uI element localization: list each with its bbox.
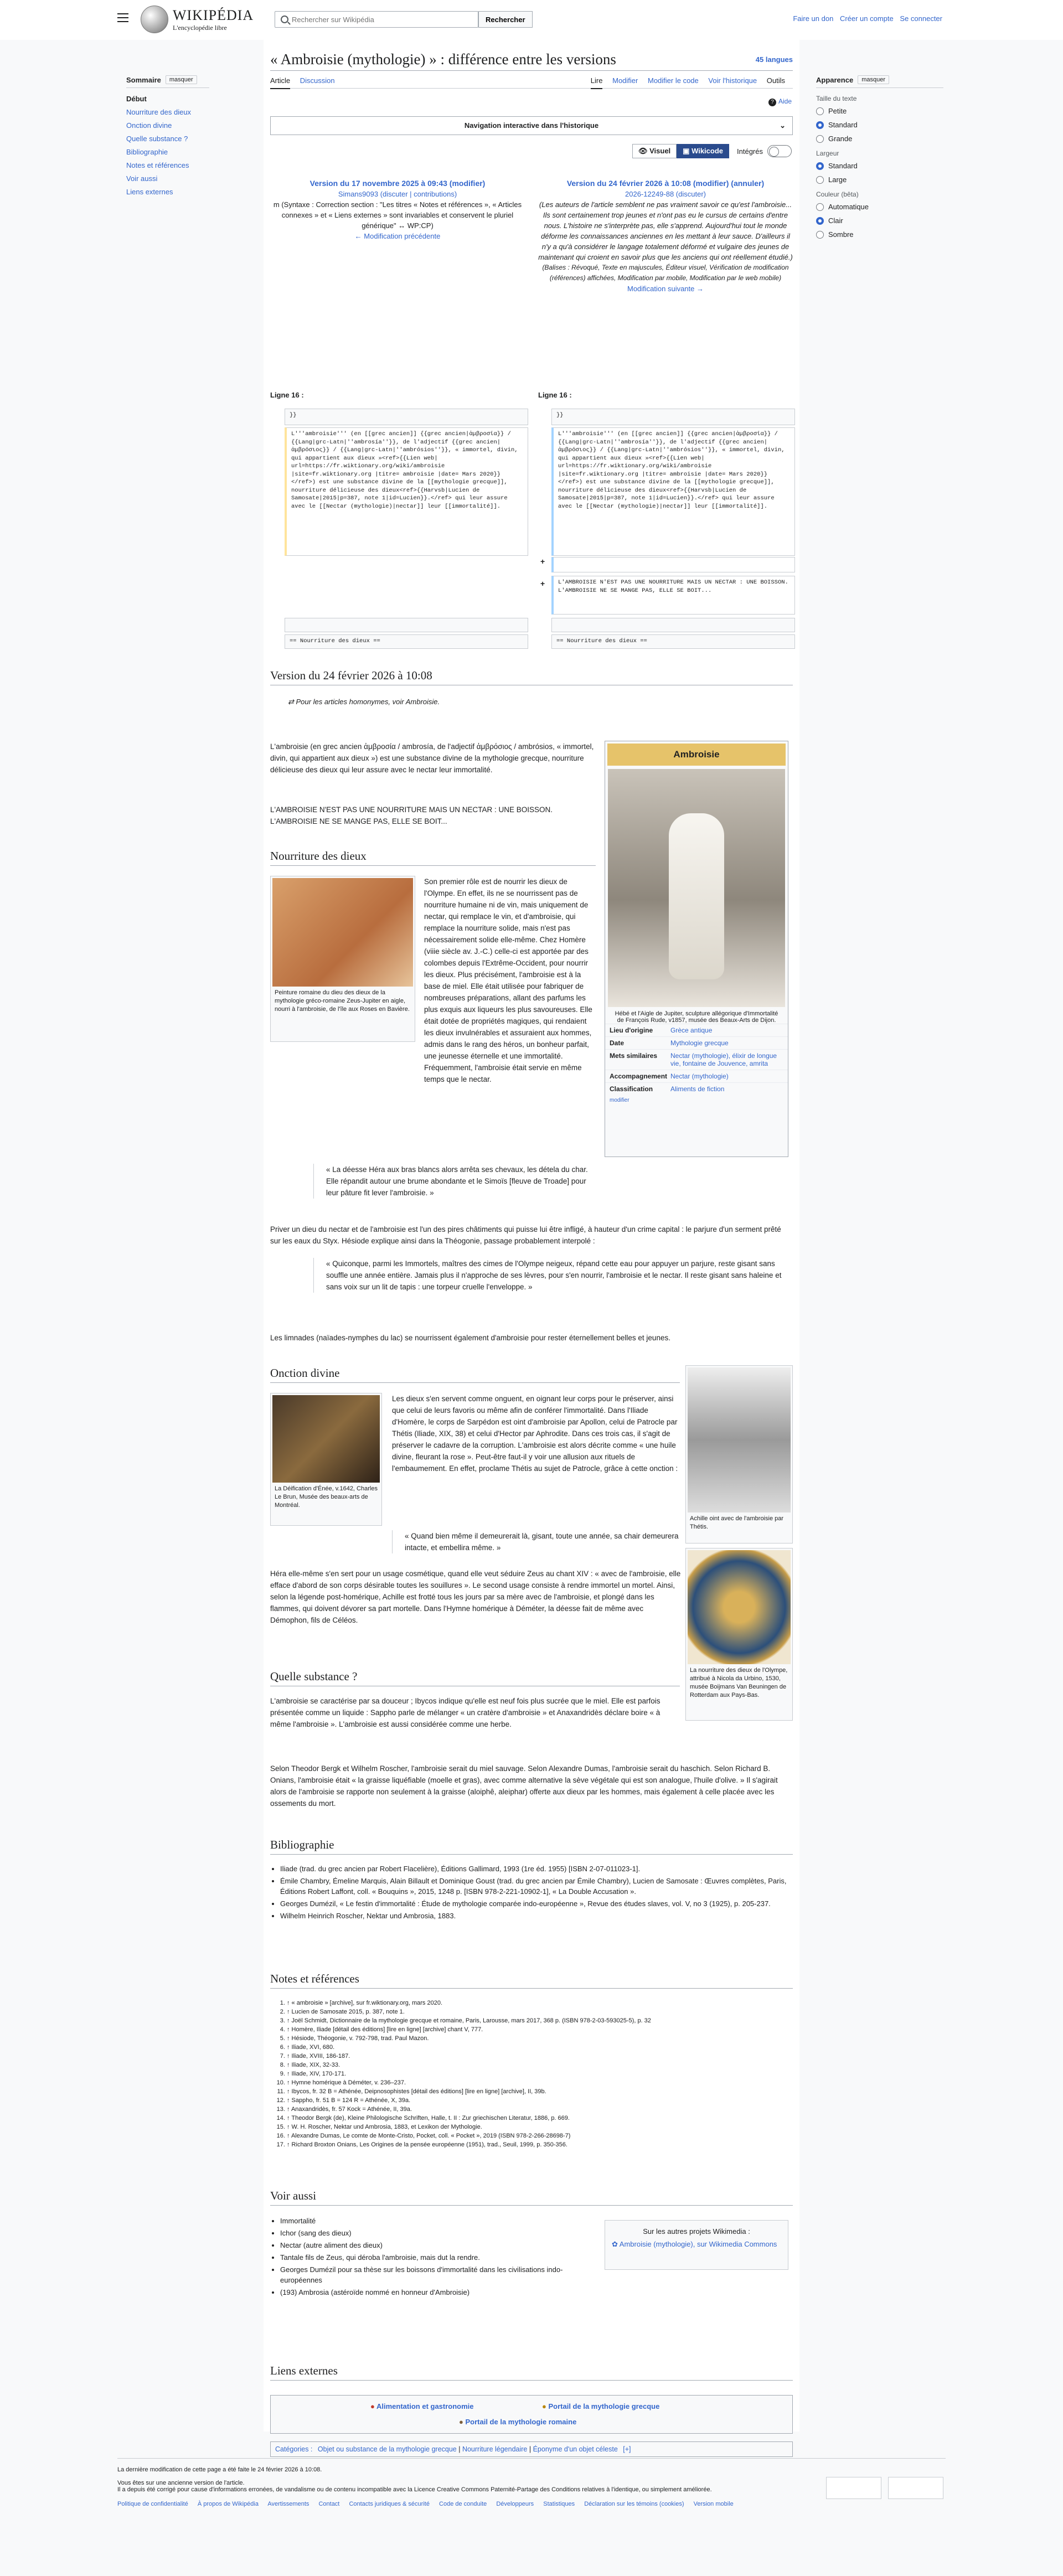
- footer: [117, 2458, 946, 2507]
- logo-title: WIKIPÉDIA: [173, 7, 254, 23]
- category-link[interactable]: Objet ou substance de la mythologie grecque: [317, 2445, 457, 2453]
- toc-hide-button[interactable]: masquer: [166, 75, 197, 84]
- tab-tools[interactable]: Outils: [766, 76, 785, 85]
- list-item[interactable]: • Ichor (sang des dieux): [280, 2228, 597, 2238]
- reference-item: 11. ↑ Ibycos, fr. 32 B = Athénée, Deipnosophistes [détail des éditions] [lire en ligne] [archive], II, 39b.: [287, 2087, 791, 2096]
- appearance-hide-button[interactable]: masquer: [858, 75, 889, 84]
- reference-item: 2. ↑ Lucien de Samosate 2015, p. 387, note 1.: [287, 2007, 791, 2016]
- nourriture-paragraph-3: Les limnades (naïades-nymphes du lac) se nourrissent également d'ambroisie pour rester éternellement belles et jeunes.: [270, 1334, 670, 1342]
- portal-link[interactable]: Alimentation et gastronomie: [376, 2402, 474, 2410]
- infobox-row: Classification Aliments de fiction: [605, 1082, 788, 1095]
- footer-license: Il a depuis été corrigé pour cause d'informations erronées, de vandalisme ou de contenu incompatible avec la Licence Creative Commons Paternité-Partage des Conditions relatives à l'identique, ou simplement améliorée.: [117, 2486, 712, 2493]
- table-of-contents: [126, 75, 209, 201]
- width-label: Largeur: [816, 149, 839, 157]
- food-portal-icon: ●: [370, 2402, 375, 2410]
- roman-portal-icon: ●: [459, 2418, 463, 2426]
- line-label-left: Ligne 16 :: [270, 391, 304, 399]
- infobox-row: Lieu d'origine Grèce antique: [605, 1024, 788, 1036]
- footer-last-modified: La dernière modification de cette page a été faite le 24 février 2026 à 10:08.: [117, 2466, 322, 2473]
- color-label: Couleur (bêta): [816, 190, 859, 198]
- toc-title: Sommaire: [126, 75, 161, 84]
- toc-item[interactable]: Liens externes: [126, 188, 173, 196]
- mythology-portal-icon: ●: [542, 2402, 546, 2410]
- color-option[interactable]: Clair: [816, 216, 943, 225]
- tab-read[interactable]: Lire: [591, 76, 603, 89]
- heading-liens-externes: Liens externes: [270, 2364, 793, 2381]
- infobox-modify-link[interactable]: modifier: [610, 1097, 629, 1103]
- diff-added-text: L'AMBROISIE N'EST PAS UNE NOURRITURE MAIS UN NECTAR : UNE BOISSON. L'AMBROISIE NE SE MANGE PAS, ELLE SE BOIT...: [551, 576, 795, 615]
- footer-link[interactable]: Code de conduite: [439, 2501, 487, 2507]
- inline-label: Intégrés: [737, 147, 763, 156]
- search-button[interactable]: Rechercher: [478, 11, 533, 28]
- infobox-caption: Hébé et l'Aigle de Jupiter, sculpture allégorique d'Immortalité de François Rude, v1857, musée des Beaux-Arts de Dijon.: [615, 1010, 778, 1024]
- color-option[interactable]: Automatique: [816, 203, 943, 211]
- help-icon: ?: [768, 99, 776, 106]
- heading-voir-aussi: Voir aussi: [270, 2189, 793, 2206]
- onction-paragraph-1: Les dieux s'en servent comme onguent, en oignant leur corps pour le préserver, ainsi que celui de leurs favoris ou même afin de conférer l'immortalité. Dans l'Iliade d'Homère, le corps de Sarpédon est oint d'ambroisie par Apollon, celui de Patrocle par Thétis (Iliade, XIX, 38) et celui d'Hector par Aphrodite. Dans ces trois cas, il s'agit de préserver le cadavre de la corruption. L'ambroisie est alors décrite comme « une huile divine, fleurant la rose ». Peut-être faut-il y voir une allusion aux rituels de l'embaumement. En effet, proclame Thétis au sujet de Patrocle, grâce à cette onction :: [392, 1395, 678, 1473]
- footer-links: [117, 2501, 946, 2507]
- user-links: [788, 14, 942, 23]
- infobox: [605, 741, 788, 1157]
- figure-caption: La Déification d'Énée, v.1642, Charles Le Brun, Musée des beaux-arts de Montréal.: [275, 1485, 378, 1509]
- version-heading: Version du 24 février 2026 à 10:08: [270, 669, 793, 685]
- tab-edit[interactable]: Modifier: [612, 76, 638, 85]
- diff-heading-left: == Nourriture des dieux ==: [285, 634, 528, 649]
- reference-item: 10. ↑ Hymne homérique à Déméter, v. 236–237.: [287, 2078, 791, 2087]
- figure-enee: [270, 1393, 382, 1526]
- intro-paragraph: L'ambroisie (en grec ancien ἀμβροσία / ambrosía, de l'adjectif ἀμβρόσιος / ambrósios, « immortel, divin, qui appartient aux dieux ») est une substance divine de la mythologie grecque, nourriture délicieuse des dieux qui leur assure avec le nectar leur immortalité.: [270, 742, 594, 774]
- reference-item: 1. ↑ « ambroisie » [archive], sur fr.wiktionary.org, mars 2020.: [287, 1999, 791, 2007]
- text-size-label: Taille du texte: [816, 95, 857, 102]
- tab-history[interactable]: Voir l'historique: [708, 76, 757, 85]
- list-item[interactable]: • (193) Ambrosia (astéroïde nommé en honneur d'Ambroisie): [280, 2287, 597, 2298]
- category-link[interactable]: Nourriture légendaire: [462, 2445, 528, 2453]
- mediawiki-badge[interactable]: [888, 2477, 943, 2499]
- sister-projects-box: [605, 2220, 788, 2270]
- size-option[interactable]: Standard: [816, 121, 943, 129]
- reference-item: 8. ↑ Iliade, XIX, 32-33.: [287, 2061, 791, 2069]
- category-link[interactable]: Éponyme d'un objet céleste: [533, 2445, 618, 2453]
- diff-right-header: [538, 178, 793, 294]
- commons-icon: ✿: [612, 2240, 620, 2248]
- toc-item[interactable]: Nourriture des dieux: [126, 108, 192, 116]
- zeus-eagle-image[interactable]: [272, 878, 413, 987]
- visual-toggle[interactable]: 👁 Visuel: [632, 144, 677, 158]
- bibliography-list: [270, 1863, 791, 1923]
- diff-added-blank: [551, 557, 795, 572]
- plus-marker: +: [540, 557, 545, 566]
- site-header: [0, 0, 1063, 40]
- footer-old-version: Vous êtes sur une ancienne version de l'article.: [117, 2480, 245, 2486]
- login-link[interactable]: Se connecter: [900, 14, 942, 23]
- commons-link[interactable]: Ambroisie (mythologie), sur Wikimedia Commons: [619, 2240, 777, 2248]
- reference-item: 9. ↑ Iliade, XIV, 170-171.: [287, 2069, 791, 2078]
- achille-image[interactable]: [688, 1367, 791, 1512]
- infobox-row: Date Mythologie grecque: [605, 1036, 788, 1049]
- footer-link[interactable]: À propos de Wikipédia: [197, 2501, 259, 2507]
- tab-edit-source[interactable]: Modifier le code: [647, 76, 699, 85]
- search-box: [275, 11, 478, 28]
- figure-caption: La nourriture des dieux de l'Olympe, attribué à Nicola da Urbino, 1530, musée Boijmans Van Beuningen de Rotterdam aux Pays-Bas.: [690, 1667, 788, 1699]
- plate-image[interactable]: [688, 1550, 791, 1664]
- quote-hesiode: « Quiconque, parmi les Immortels, maîtres des cimes de l'Olympe neigeux, répand cette eau pour appuyer un parjure, reste gisant sans souffle une année entière. Jamais plus il n'approche de ses lèvres, pour s'en nourrir, l'ambroisie et le nectar. Il reste gisant sans haleine et sans voix sur un lit de tapis : une torpeur cruelle l'enveloppe. »: [313, 1258, 793, 1293]
- footer-link[interactable]: Politique de confidentialité: [117, 2501, 188, 2507]
- chevron-down-icon: ⌄: [780, 121, 786, 130]
- list-item[interactable]: • Nectar (autre aliment des dieux): [280, 2240, 597, 2250]
- size-option[interactable]: Grande: [816, 135, 943, 143]
- left-summary: m (Syntaxe : Correction section : "Les titres « Notes et références », « Articles connexes » et « Liens externes » sont invariables et conservent le pluriel générique" ↔ WP:CP): [273, 200, 522, 230]
- reference-item: 16. ↑ Alexandre Dumas, Le comte de Monte-Cristo, Pocket, coll. « Pocket », 2019 (ISBN 978-2-266-28698-7): [287, 2131, 791, 2140]
- list-item: • Georges Dumézil, « Le festin d'immortalité : Étude de mythologie comparée indo-européenne », Revue des études slaves, vol. V, no 3 (1925), p. 205-237.: [280, 1898, 791, 1909]
- heading-biblio: Bibliographie: [270, 1838, 793, 1855]
- footer-link[interactable]: Version mobile: [693, 2501, 734, 2507]
- list-item: • Émile Chambry, Émeline Marquis, Alain Billault et Dominique Goust (trad. du grec ancien par Émile Chambry), Lucien de Samosate : Œuvres complètes, Paris, Éditions Robert Laffont, coll. « Bouquins », 2015, 1248 p. [ISBN 978-2-221-10902-1], « La Double Accusation ».: [280, 1876, 791, 1897]
- wikicode-toggle[interactable]: ▣ Wikicode: [677, 144, 729, 158]
- figure-zeus: [270, 876, 415, 1042]
- line-label-right: Ligne 16 :: [538, 391, 572, 399]
- infobox-row: Mets similaires Nectar (mythologie), élixir de longue vie, fontaine de Jouvence, amrita: [605, 1049, 788, 1070]
- wikipedia-logo[interactable]: [141, 6, 254, 33]
- nourriture-paragraph-1a: Son premier rôle est de nourrir les dieux de l'Olympe. En effet, ils ne se nourrissent pas de nourriture humaine ni de vin, mais uniquement de nectar, qui remplace le vin, et d'ambroisie, qui remplace la nourriture solide, mais n'est pas nécessairement solide elle-même. Chez Homère (viiie siècle av. J.-C.) celle-ci est apportée par des colombes depuis l'Extrême-Occident, pour nourrir les dieux. Plus précisément, l'ambroisie est à la base de miel. Elle était utilisée pour fabriquer de nombreuses préparations, allant des parfums les plus exquis aux liqueurs les plus savoureuses. Elle était dotée de propriétés magiques, qui rendaient les dieux invulnérables et assuraient aux hommes, admis dans le rang des héros, un bonheur parfait, une jeunesse éternelle et une immortalité. Fréquemment, l'ambroisie était servie en même temps que le nectar.: [424, 877, 592, 1083]
- hatnote: ⇄ Pour les articles homonymes, voir Ambroisie.: [288, 698, 440, 706]
- reference-item: 17. ↑ Richard Broxton Onians, Les Origines de la pensée européenne (1951), trad., Seuil, 1999, p. 350-356.: [287, 2140, 791, 2149]
- infobox-image[interactable]: [608, 769, 785, 1007]
- search-input[interactable]: [288, 16, 478, 24]
- size-option[interactable]: Petite: [816, 107, 943, 115]
- diff-context-left: [285, 618, 528, 632]
- language-button[interactable]: 45 langues: [755, 55, 793, 64]
- figure-caption: Achille oint avec de l'ambroisie par Thétis.: [690, 1515, 784, 1530]
- reference-item: 12. ↑ Sappho, fr. 51 B = 124 R = Athénée, X, 39a.: [287, 2096, 791, 2105]
- list-item[interactable]: • Immortalité: [280, 2216, 597, 2226]
- substance-paragraph-1: L'ambroisie se caractérise par sa douceur ; Ibycos indique qu'elle est neuf fois plus sucrée que le miel. Elle est parfois présentée comme un liquide : Sappho parle de mélanger « un cratère d'ambroisie » et Anaxandridès déclare boire « à même l'ambroisie ». L'ambroisie est aussi considérée comme une herbe.: [270, 1697, 660, 1728]
- diff-removed-line: L'''ambroisie''' (en [[grec ancien]] {{grec ancien|ἀμβροσία}} / {{Lang|grc-Latn|''ambrosía''}}, de l'adjectif {{grec ancien|ἀμβρόσιος}} / {{Lang|grc-Latn|''ambrósios''}}, « immortel, divin, qui appartient aux dieux »<ref>{{Lien web| url=https://fr.wiktionary.org/wiki/ambroisie |site=fr.wiktionary.org |titre= ambroisie |date= Mars 2020}}</ref>) est une substance divine de la [[mythologie grecque]], nourriture délicieuse des dieux<ref>{{Harvsb|Lucien de Samosate|2015|p=387, note 1|id=Lucien}}.</ref> qui leur assure avec le [[Nectar (mythologie)|nectar]] leur [[immortalité]].: [285, 427, 528, 556]
- references-list: [270, 1999, 791, 2149]
- nourriture-paragraph-2: Priver un dieu du nectar et de l'ambroisie est l'un des pires châtiments qui puisse lui être infligé, à hauteur d'un crime capital : le parjure d'un serment prêté sur les eaux du Styx. Hésiode explique ainsi dans la Théogonie, passage probablement interpolé :: [270, 1225, 781, 1245]
- toc-item[interactable]: Quelle substance ?: [126, 135, 188, 143]
- width-option[interactable]: Standard: [816, 162, 943, 170]
- footer-link[interactable]: Avertissements: [267, 2501, 309, 2507]
- color-option[interactable]: Sombre: [816, 230, 943, 239]
- appearance-panel: [816, 75, 943, 244]
- list-item[interactable]: • Georges Dumézil pour sa thèse sur les boissons d'immortalité dans les civilisations indo-européennes: [280, 2264, 597, 2285]
- left-version-title[interactable]: Version du 17 novembre 2025 à 09:43 (modifier): [309, 179, 486, 188]
- right-version-title[interactable]: Version du 24 février 2026 à 10:08 (modifier) (annuler): [566, 179, 765, 188]
- next-edit-link[interactable]: Modification suivante →: [627, 285, 704, 293]
- infobox-title: Ambroisie: [607, 744, 786, 766]
- portal-link[interactable]: Portail de la mythologie romaine: [465, 2418, 577, 2426]
- reference-item: 4. ↑ Homère, Iliade [détail des éditions] [lire en ligne] [archive] chant V, 777.: [287, 2025, 791, 2034]
- right-tags: (Balises : Révoqué, Texte en majuscules, Éditeur visuel, Vérification de modification (références) affichées, Modification par mobile, Modification par le web mobile): [542, 264, 789, 282]
- reference-item: 14. ↑ Theodor Bergk (de), Kleine Philologische Schriften, Halle, t. II : Zur griechischen Literatur, 1886, p. 669.: [287, 2114, 791, 2123]
- reference-item: 6. ↑ Iliade, XVI, 680.: [287, 2043, 791, 2052]
- appearance-title: Apparence: [816, 75, 854, 84]
- figure-achille: [685, 1365, 793, 1543]
- right-summary: (Les auteurs de l'article semblent ne pas vraiment savoir ce qu'est l'ambroisie... Ils sont certainement trop jeunes et n'ont pas eu le cursus de certains d'entre nous. L'histoire ne s'interprète pas, elle s'apprend. Aujourd'hui tout le monde déforme les connaissances anciennes en les mettant à leur sauce. D'ailleurs il n'y a qu'à considérer le langage totalement déformé et vulgaire des jeunes de maintenant qui croient en savoir plus que les anciens qui ont réellement étudié.): [538, 200, 793, 261]
- quote-thetis: « Quand bien même il demeurerait là, gisant, toute une année, sa chair demeurera intacte, et embellira même. »: [392, 1530, 680, 1553]
- list-item: • Iliade (trad. du grec ancien par Robert Flacelière), Éditions Gallimard, 1993 (1re éd. 1955) [ISBN 2-07-011023-1].: [280, 1863, 791, 1874]
- footer-link[interactable]: Contacts juridiques & sécurité: [349, 2501, 430, 2507]
- width-option[interactable]: Large: [816, 175, 943, 184]
- create-account-link[interactable]: Créer un compte: [839, 14, 894, 23]
- previous-edit-link[interactable]: ← Modification précédente: [354, 232, 441, 240]
- donate-link[interactable]: Faire un don: [793, 14, 834, 23]
- figure-caption: Peinture romaine du dieu des dieux de la mythologie gréco-romaine Zeus-Jupiter en aigle, nourri à l'ambroisie, de l'île aux Roses en Bavière.: [275, 989, 410, 1013]
- heading-onction: Onction divine: [270, 1366, 680, 1383]
- diff-view-toggles: [632, 144, 792, 158]
- footer-link[interactable]: Contact: [318, 2501, 340, 2507]
- list-item: • Wilhelm Heinrich Roscher, Nektar und Ambrosia, 1883.: [280, 1911, 791, 1921]
- globe-icon: [141, 6, 168, 33]
- reference-item: 15. ↑ W. H. Roscher, Nektar und Ambrosia, 1883, et Lexikon der Mythologie.: [287, 2123, 791, 2131]
- inline-switch[interactable]: [767, 145, 792, 157]
- category-expand[interactable]: [+]: [623, 2445, 631, 2453]
- footer-link[interactable]: Développeurs: [496, 2501, 534, 2507]
- footer-link[interactable]: Statistiques: [543, 2501, 575, 2507]
- infobox-row: Accompagnement Nectar (mythologie): [605, 1070, 788, 1082]
- disambig-icon: ⇄: [288, 698, 296, 706]
- reference-item: 5. ↑ Hésiode, Théogonie, v. 792-798, trad. Paul Mazon.: [287, 2034, 791, 2043]
- diff-left-header: [270, 178, 525, 241]
- toc-item[interactable]: Notes et références: [126, 161, 189, 169]
- main-menu-icon[interactable]: [117, 13, 128, 22]
- help-link[interactable]: ? Aide: [768, 97, 792, 106]
- diff-added-line: L'''ambroisie''' (en [[grec ancien]] {{grec ancien|ἀμβροσία}} / {{Lang|grc-Latn|''ambrosía''}}, de l'adjectif {{grec ancien|ἀμβρόσιος}} / {{Lang|grc-Latn|''ambrósios''}}, « immortel, divin, qui appartient aux dieux »<ref>{{Lien web| url=https://fr.wiktionary.org/wiki/ambroisie |site=fr.wiktionary.org |titre= ambroisie |date= Mars 2020}}</ref>) est une substance divine de la [[mythologie grecque]], nourriture délicieuse des dieux<ref>{{Harvsb|Lucien de Samosate|2015|p=387, note 1|id=Lucien}}.</ref> qui leur assure avec le [[Nectar (mythologie)|nectar]] leur [[immortalité]].: [551, 427, 795, 556]
- history-navigation[interactable]: Navigation interactive dans l'historique ⌄: [270, 116, 793, 135]
- categories-label[interactable]: Catégories :: [275, 2445, 313, 2453]
- figure-plat: [685, 1548, 793, 1721]
- diff-context-right: }}: [551, 409, 795, 425]
- toc-item[interactable]: Bibliographie: [126, 148, 168, 156]
- diff-heading-right: == Nourriture des dieux ==: [551, 634, 795, 649]
- footer-link[interactable]: Déclaration sur les témoins (cookies): [584, 2501, 684, 2507]
- main-content: [264, 40, 799, 2453]
- heading-notes: Notes et références: [270, 1972, 793, 1989]
- logo-subtitle: L'encyclopédie libre: [173, 23, 227, 32]
- page-title: « Ambroisie (mythologie) » : différence entre les versions: [270, 51, 616, 68]
- page-tabs: [270, 76, 793, 89]
- sister-title: Sur les autres projets Wikimedia :: [643, 2227, 750, 2236]
- deification-image[interactable]: [272, 1395, 380, 1483]
- diff-context-right: [551, 618, 795, 632]
- tab-article[interactable]: Article: [270, 76, 290, 89]
- heading-nourriture: Nourriture des dieux: [270, 849, 596, 866]
- toc-item[interactable]: Début: [126, 95, 147, 103]
- right-user[interactable]: 2026-12249-88 (discuter): [625, 190, 706, 198]
- left-user[interactable]: Simans9093 (discuter | contributions): [338, 190, 457, 198]
- reference-item: 13. ↑ Anaxandridès, fr. 57 Kock = Athénée, II, 39a.: [287, 2105, 791, 2114]
- tab-discussion[interactable]: Discussion: [300, 76, 335, 85]
- reference-item: 7. ↑ Iliade, XVIII, 186-187.: [287, 2052, 791, 2061]
- onction-paragraph-2: Héra elle-même s'en sert pour un usage cosmétique, quand elle veut séduire Zeus au chant XIV : « avec de l'ambroisie, elle efface d'abord de son corps désirable toutes les souillures ». Le second usage consiste à rendre immortel un mortel. Ainsi, selon la légende post-homérique, Achille est frotté tous les jours par sa mère avec de l'ambroisie, et plongé dans les flammes, qui doivent dévorer sa part mortelle. Dans l'Hymne homérique à Déméter, la déesse fait de même avec Démophon, fils de Céléos.: [270, 1570, 681, 1624]
- toc-item[interactable]: Onction divine: [126, 121, 172, 130]
- search-icon: [281, 16, 288, 23]
- intro-caps-paragraph: L'AMBROISIE N'EST PAS UNE NOURRITURE MAIS UN NECTAR : UNE BOISSON. L'AMBROISIE NE SE MANGE PAS, ELLE SE BOIT...: [270, 806, 553, 825]
- toc-item[interactable]: Voir aussi: [126, 174, 158, 183]
- categories-box: Catégories : Objet ou substance de la mythologie grecque | Nourriture légendaire | Éponyme d'un objet céleste [+]: [270, 2441, 793, 2457]
- see-also-list: [270, 2216, 597, 2299]
- wikimedia-badge[interactable]: [826, 2477, 881, 2499]
- substance-paragraph-2: Selon Theodor Bergk et Wilhelm Roscher, l'ambroisie serait du miel sauvage. Selon Alexandre Dumas, l'ambroisie serait du haschich. Selon Richard B. Onians, l'ambroisie était « la graisse liquéfiable (moelle et gras), avec comme alternative la sève végétale qui est son analogue, l'huile d'olive. » Il s'agirait alors de l'ambroisie se rapporte non seulement à la graisse (aloiphê, aleiphar) offerte aux dieux par les hommes, mais également à celle placée avec les ossements du mort.: [270, 1764, 778, 1808]
- list-item[interactable]: • Tantale fils de Zeus, qui déroba l'ambroisie, mais dut la rendre.: [280, 2252, 597, 2263]
- heading-substance: Quelle substance ?: [270, 1670, 680, 1686]
- diff-context-left: }}: [285, 409, 528, 425]
- portal-link[interactable]: Portail de la mythologie grecque: [548, 2402, 660, 2410]
- portal-box: [270, 2395, 793, 2434]
- reference-item: 3. ↑ Joël Schmidt, Dictionnaire de la mythologie grecque et romaine, Paris, Larousse, mars 2017, 368 p. (ISBN 978-2-03-593025-5), p. 32: [287, 2016, 791, 2025]
- plus-marker: +: [540, 579, 545, 588]
- quote-hera: « La déesse Héra aux bras blancs alors arrêta ses chevaux, les dételа du char. Elle répandit autour une brume abondante et le Simoïs [fleuve de Troade] pour leur pâture fit lever l'ambroisie. »: [313, 1164, 596, 1199]
